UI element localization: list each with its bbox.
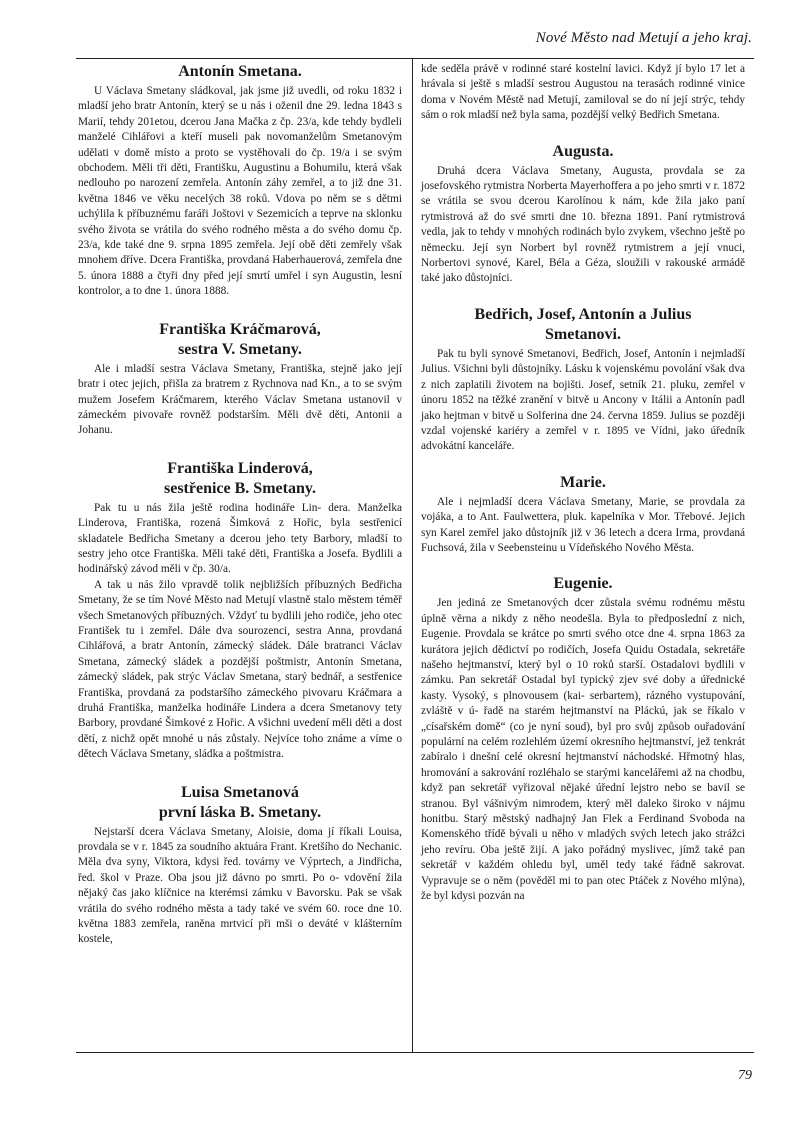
heading-augusta: Augusta. [552,142,614,160]
paragraph: U Václava Smetany sládkoval, jak jsme již uvedli, od roku 1832 i mladší jeho bratr Antonín, který se u nás i oženil dne 29. ledna 1843 s Marií, tehdy 201etou, dcerou Jana Mačka z čp. 23/a, kde tehdy bydleli manželé Cihlářovi a kteří museli pak novomanželům Smetanovým udělati v domě místo a proto se vystěhovali do čp. 19/a i se svým obchodem. Měli tři děti, Františku, Augustinu a Bohumilu, která však nedlouho po narození zemřela. Antonín záhy zemřel, a to již dne 31. května 1846 ve věku necelých 38 roků. Vdova po něm se s dětmi uchýlila k příbuznému faráři Joštovi v Sezemicích a teprve na sklonku svého života se vrátila do svého rodného města a do svého domu čp. 23/a, kde také dne 9. srpna 1895 zemřela. Její obě děti zemřely však mnohem dříve. Dcera Františka, provdaná Haberhauerová, zemřela dne 5. února 1888 a čtyři dny před její smrtí umřel i syn Augustin, lesní kontrolor, a to dne 1. února 1888. [78,85,402,298]
paragraph: Ale i mladší sestra Václava Smetany, Františka, stejně jako její bratr i otec jejich, přišla za bratrem z Rychnova nad Kn., a to se svým mužem Josefem Kráčmarem, kterého Václav Smetana ustanovil v zámeckém pivovaře rovněž podstarším. Měli dvě děti, Antonii a Johanu. [78,362,402,437]
heading-frantiska-linderova: Františka Linderová, sestřenice B. Smetany. [164,459,316,497]
paragraph: A tak u nás žilo vpravdě tolik nejbližších příbuzných Bedřicha Smetany, že se tím Nové Město nad Metují vlastně stalo městem téměř všech Smetanových příbuzných. Vždyť tu bydlili jeho rodiče, jeho otec František tu i zemřel. Dále dva sourozenci, sestra Anna, provdaná Cihlářová, a bratr Antonín, zámecký sládek. Dále bratranci Václav Smetana, zámecký sládek a pozdější poštmistr, Antonín Smetana, zámecký sládek, pak strýc Václav Smetana, starý bednář, a sestřenice Františka, provdaná za podstaršího zámeckého pivovaru Kráčmara a druhá Františka, manželka hodináře Lindera a dcera Smetanovy tety Barbory, provdané Šimkové z Hořic. A všichni uvedení měli děti a dost dětí, z nichž opět mnohé u nás zůstaly. Nejvíce toho známe a víme o dětech Václava Smetany, sládka a poštmistra. [78,578,402,761]
paragraph: Pak tu u nás žila ještě rodina hodináře Lin- dera. Manželka Linderova, Františka, rozená Šimková z Hořic, byla sestřenicí skladatele Bedřicha Smetany a dcerou jeho tety Barbory, mladší to sestry jeho otce Františka. Měli také děti, Františka a Josefa. Bydlili a hodinářský závod měli v čp. 30/a. [78,501,402,576]
paragraph: Pak tu byli synové Smetanovi, Bedřich, Josef, Antonín i nejmladší Julius. Všichni byli důstojníky. Lásku k vojenskému povolání však dva z nich zaplatili životem na bojišti. Josef, setník 21. pluku, zemřel v únoru 1852 na těžké zranění v bitvě u Ancony v Itálii a Antonín padl jako hejtman v bitvě u Solferina dne 24. června 1859. Julius se později vzdal vojenské kariéry a zemřel v r. 1895 ve Vídni, jako úředník advokátní kanceláře. [421,347,745,453]
paragraph: kde seděla právě v rodinné staré kostelní lavici. Když jí bylo 17 let a hrávala si ještě s mladší sestrou Augustou na terasách rodinné vinice doma v Novém Městě nad Metují, zamiloval se do ní její strýc, tehdy sám o rok mladší než byla sama, pozdější velký Bedřich Smetana. [421,63,745,122]
paragraph: Jen jediná ze Smetanových dcer zůstala svému rodnému městu úplně věrna a nikdy z něho neodešla. Byla to předposlední z nich, Eugenie. Provdala se krátce po smrti svého otce dne 4. srpna 1863 za kurátora jejich dědictví po rodičích, Josefa Quidu Ostadala, sekretáře našeho hejtmanství, který byl o 10 roků starší. Ostadalovi bydlili v zámku. Pan sekretář Ostadal byl typický zjev své doby a úřednické kasty. Vysoký, s plnovousem (kai- serbartem), rázného vystupování, zvláště v ú- řadě na starém hejtmanství na Pláckú, jak se říkalo v „císařském domě“ (co je nyní soud), byl pro svůj způsob ouřadování populární na celém rozlehlém území okresního hejtmanství, jež tenkrát zabíralo i dnešní celé okresní hejtmanství náchodské. Hřmotný hlas, hromování a sakrování rozléhalo se starými kancelářemi až na chodbu, když pan sekretář vyřizoval nějaké úřední lejstro nebo se bavil se stranou. Byl vášnivým nimrodem, který měl daleko široko v nájmu honitbu. Starý městský nadhajný Jan Flek a Ferdinand Svoboda na Komenského třídě bývali u něho v mladých svých letech jako strážci jeho revíru. Oba ještě žijí. A jako pořádný myslivec, jímž také pan sekretář v každém ohledu byl, uměl tedy také řádně sakrovat. Vypravuje se o něm (pověděl mi to pan otec Ptáček z Nového mlýna), že byl kdysi pozván na [421,597,745,903]
heading-smetanovi-sons: Bedřich, Josef, Antonín a Julius Smetanovi. [474,305,692,343]
running-title: Nové Město nad Metují a jeho kraj. [535,30,752,46]
page-number: 79 [738,1068,752,1083]
header-rule [76,58,754,59]
heading-eugenie: Eugenie. [553,575,613,593]
paragraph: Nejstarší dcera Václava Smetany, Aloisie, doma jí říkali Louisa, provdala se v r. 1845 za soudního aktuára Frant. Kretšího do Nechanic. Měla dva syny, Viktora, kdysi řed. továrny ve Výprtech, a Jindřicha, řed. škol v Praze. Oba jsou již dávno po smrti. Po o- vdovění žila nějaký čas jako klíčnice na kterémsi zámku v Bavorsku. Pak se však vrátila do svého rodného města a tady také ve svém 60. roce dne 10. května 1883 zemřela, raněna mrtvicí při mši o deváté v klášterním kostele, [78,825,402,946]
footer-rule [76,1052,754,1053]
heading-marie: Marie. [560,473,606,491]
column-divider [412,58,413,1052]
heading-frantiska-kracmarova: Františka Kráčmarová, sestra V. Smetany. [159,320,321,358]
paragraph: Druhá dcera Václava Smetany, Augusta, provdala se za josefovského rytmistra Norberta Mayerhoffera a po jeho smrti v r. 1872 se vrátila se svou dcerou Karolínou k nám, kde žila jako paní rytmistrová až do své smrti dne 10. března 1891. Paní rytmistrová vedla, jak to tehdy v mnohých rodinách bylo zvykem, všechno ještě po německu. Její syn Norbert byl rovněž rytmistrem a její vnuci, Norbertovi synové, Karel, Béla a Géza, sloužili v rakouské armádě také jako důstojníci. [421,164,745,285]
heading-luisa-smetanova: Luisa Smetanová první láska B. Smetany. [158,783,322,821]
left-column [78,62,402,948]
paragraph: Ale i nejmladší dcera Václava Smetany, Marie, se provdala za vojáka, a to Ant. Faulwettera, pluk. kapelníka v Mor. Třebové. Jejich syn Karel zemřel jako důstojník již v 36 letech a dcera Irma, provdaná Fuchsová, žila v Seebensteinu u Vídeňského Nového Města. [421,495,745,554]
right-column [421,62,745,904]
heading-antonin-smetana: Antonín Smetana. [178,63,302,80]
